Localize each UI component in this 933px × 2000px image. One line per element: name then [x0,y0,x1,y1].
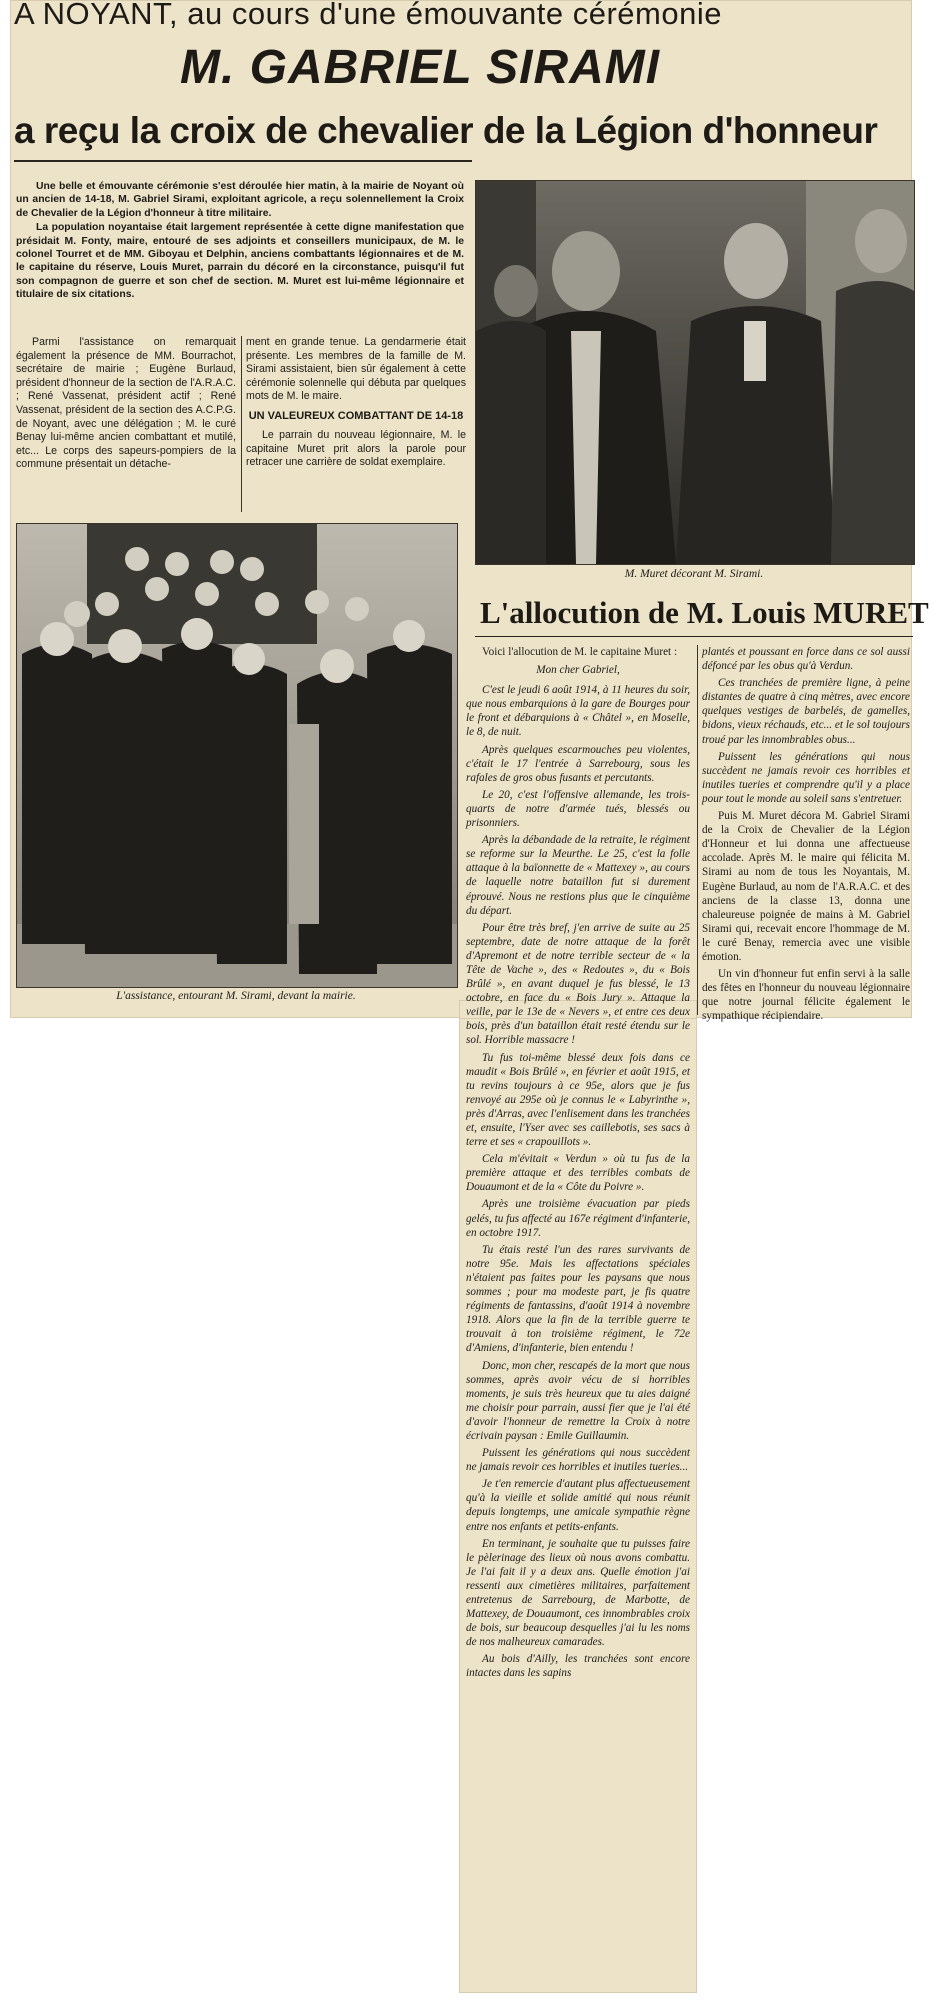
allocution-salutation: Mon cher Gabriel, [536,664,620,677]
headline-rule [14,160,472,162]
allocution-paragraph: Tu étais resté l'un des rares survivants de notre 95e. Mais les affectations spéciales n'étaient pas faites pour les paysans que nous sommes ; pour ma modeste part, je fis quatre régiments de fantassins, d'août 1914 à novembre 1918. Alors que la fin de la terrible guerre te trouvait à ton troisième régiment, le 72e d'Amiens, d'infanterie, bien entendu ! [466,1243,690,1355]
column-middle-text-2: Le parrain du nouveau légionnaire, M. le capitaine Muret prit alors la parole pour retracer une carrière de soldat exemplaire. [246,428,466,469]
photo-decoration-image [476,181,914,564]
main-headline: M. GABRIEL SIRAMI [180,41,661,94]
closing-paragraph: Un vin d'honneur fut enfin servi à la salle des fêtes en l'honneur du nouveau légionnaire que notre journal félicite également le sympathique récipiendaire. [702,968,910,1023]
allocution-right-paragraph: Puissent les générations qui nous succèdent ne jamais revoir ces horribles et inutiles tueries et comprendre qu'il y a place pour tout le monde au soleil sans s'entretuer. [702,750,910,805]
allocution-paragraph: Puissent les générations qui nous succèdent ne jamais revoir ces horribles et inutiles tueries... [466,1447,690,1474]
column-divider [241,336,242,512]
allocution-column-divider [697,645,698,1015]
allocution-paragraph: C'est le jeudi 6 août 1914, à 11 heures du soir, que nous embarquions à la gare de Bourges pour le front et débarquions à « Châtel », en Moselle, le 8, de nuit. [466,684,690,739]
allocution-paragraph: Pour être très bref, j'en arrive de suite au 25 septembre, date de notre attaque de la forêt d'Apremont et de notre terrible secteur de « la Tête de Vache », des « Redoutes », du « Bois Brûlé », en avant duquel je fus blessé, le 13 octobre, en face du « Bois Jury ». Attaque la veille, par le 13e de « Nevers », et entre ces deux bois, près d'un bataillon était resté étendu sur le sol. Horrible massacre ! [466,921,690,1047]
allocution-paragraph: Je t'en remercie d'autant plus affectueusement qu'à la vieille et solide amitié qui nous réunit depuis longtemps, une amicale sympathie règne entre nos enfants et petits-enfants. [466,1478,690,1533]
lead-paragraph: Une belle et émouvante cérémonie s'est déroulée hier matin, à la mairie de Noyant où un ancien de 14-18, M. Gabriel Sirami, exploitant agricole, a reçu solennellement la Croix de Chevalier de la Légion d'honneur à titre militaire. [16,181,464,219]
allocution-paragraph: Après une troisième évacuation par pieds gelés, tu fus affecté au 167e régiment d'infanterie, en octobre 1917. [466,1198,690,1239]
column-middle [246,336,466,470]
allocution-right-paragraph: plantés et poussant en force dans ce sol aussi défoncé par les obus qu'à Verdun. [702,646,910,673]
allocution-title: L'allocution de M. Louis MURET [480,595,929,630]
allocution-paragraph: Après quelques escarmouches peu violentes, c'était le 17 l'entrée à Sarrebourg, sous les rafales de gros obus fusants et percutants. [466,743,690,784]
photo-assembly [16,523,458,988]
column-middle-subhead: UN VALEUREUX COMBATTANT DE 14-18 [248,409,464,422]
photo-assembly-image [17,524,457,987]
allocution-paragraph: En terminant, je souhaite que tu puisses faire le pèlerinage des lieux où nous avons combattu. Je l'ai fait il y a deux ans. Quelle émotion j'ai ressenti aux cimetières militaires, parfaitement entretenus de Sarrebourg, de Marbotte, de Mattexey, de Douaumont, ces innombrables croix de bois, sur beaucoup desquelles j'ai lu les noms de nos malheureux camarades. [466,1537,690,1649]
photo-decoration [475,180,915,565]
allocution-paragraph: Après la débandade de la retraite, le régiment se reforme sur la Meurthe. Le 25, c'est la folle attaque à la baïonnette de « Mattexey », au cours de laquelle notre bataillon fut si durement éprouvé. Nous ne restions plus que le cinquième du départ. [466,834,690,917]
allocution-paragraph: Au bois d'Ailly, les tranchées sont encore intactes dans les sapins [466,1653,690,1680]
allocution-right-column [702,645,910,1026]
closing-paragraph: Puis M. Muret décora M. Gabriel Sirami de la Croix de Chevalier de la Légion d'Honneur et lui donna une affectueuse accolade. Après M. le maire qui félicita M. Sirami au nom de tous les Noyantais, M. Eugène Burlaud, au nom de l'A.R.A.C. et des anciens de la classe 13, donna une chaleureuse poignée de mains à M. Gabriel Sirami qui, recevait encore l'hommage de M. le curé Benay, remercia avec une visible émotion. [702,810,910,963]
allocution-paragraph: Tu fus toi-même blessé deux fois dans ce maudit « Bois Brûlé », en février et août 1915, et tu revins toujours à ce 95e, alors que je fus renvoyé au 295e où je connus le « Labyrinthe », près d'Arras, avec l'enlisement dans les tranchées et, ensuite, l'Yser avec ses caillebotis, ses sacs à terre et ses « crapouillots ». [466,1051,690,1149]
photo-assembly-caption: L'assistance, entourant M. Sirami, devant la mairie. [116,990,356,1002]
column-left [16,336,236,472]
allocution-intro: Voici l'allocution de M. le capitaine Muret : [482,646,678,658]
allocution-column [466,645,690,1684]
sub-headline: a reçu la croix de chevalier de la Légion d'honneur [14,110,878,151]
photo-decoration-caption: M. Muret décorant M. Sirami. [624,568,764,580]
column-middle-text: ment en grande tenue. La gendarmerie était présente. Les membres de la famille de M. Sirami assistaient, bien sûr également à cette cérémonie solennelle qui débuta par quelques mots de M. le maire. [246,336,466,403]
allocution-paragraph: Cela m'évitait « Verdun » où tu fus de la première attaque et des terribles combats de Douaumont et de la « Côte du Poivre ». [466,1153,690,1194]
lead-paragraph: La population noyantaise était largement représentée à cette digne manifestation que présidait M. Fonty, maire, entouré de ses adjoints et conseillers municipaux, de M. le colonel Tourret et de MM. Giboyau et Delphin, anciens combattants légionnaires et de M. le capitaine du réserve, Louis Muret, parrain du décoré en la circonstance, puisqu'il fut son compagnon de guerre et son chef de section. M. Muret est lui-même légionnaire et titulaire de six citations. [16,222,464,301]
lead-paragraphs [16,180,464,303]
allocution-paragraph: Le 20, c'est l'offensive allemande, les trois-quarts de notre d'armée tués, blessés ou prisonniers. [466,788,690,830]
allocution-rule [475,636,913,637]
allocution-right-paragraph: Ces tranchées de première ligne, à peine distantes de quatre à cinq mètres, avec encore quelques vestiges de barbelés, de gamelles, bidons, vieux réchauds, etc... et le sol toujours troué par les innombrables obus... [702,677,910,746]
kicker-headline: A NOYANT, au cours d'une émouvante cérémonie [14,0,722,31]
allocution-paragraph: Donc, mon cher, rescapés de la mort que nous sommes, après avoir vécu de si horribles moments, je suis très heureux que tu aies daigné me choisir pour parrain, aussi fier que je l'ai été d'avoir l'honneur de remettre la Croix à notre écrivain paysan : Emile Guillaumin. [466,1359,690,1442]
column-left-text: Parmi l'assistance on remarquait également la présence de MM. Bourrachot, secrétaire de mairie ; Eugène Burlaud, président d'honneur de la section de l'A.R.A.C. ; René Vassenat, président actif ; René Vassenat, président de la section des A.C.P.G. de Noyant, avec une délégation ; M. le curé Benay lui-même ancien combattant et mutilé, etc... Le corps des sapeurs-pompiers de la commune présentait un détache- [16,336,236,471]
